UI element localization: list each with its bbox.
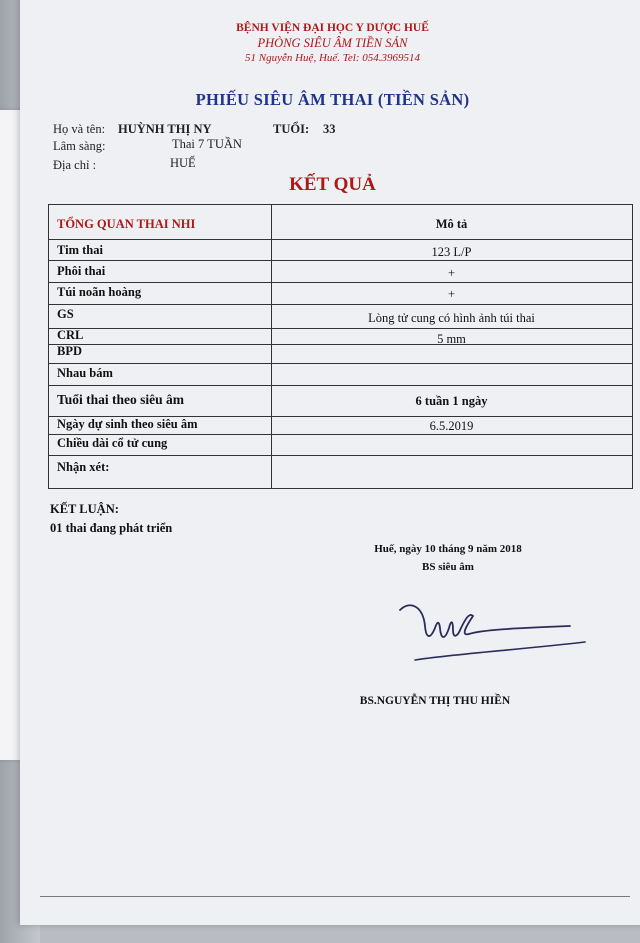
row-value: 123 L/P xyxy=(431,245,472,259)
row-value: 6 tuần 1 ngày xyxy=(415,394,488,408)
address-value: HUẾ xyxy=(170,156,196,170)
row-value: + xyxy=(447,287,456,301)
row-label: Chiều dài cổ tử cung xyxy=(57,436,168,450)
row-value: 5 mm xyxy=(437,332,466,346)
row-divider xyxy=(49,282,632,283)
row-value: 6.5.2019 xyxy=(429,419,474,433)
table-header-right: Mô tả xyxy=(435,217,468,231)
row-divider xyxy=(49,363,632,364)
row-divider xyxy=(49,385,632,386)
row-label: Túi noãn hoàng xyxy=(57,285,142,299)
table-header-left: TỔNG QUAN THAI NHI xyxy=(57,217,196,231)
clinical-label: Lâm sàng: xyxy=(53,139,106,153)
row-divider xyxy=(49,239,632,240)
row-label: CRL xyxy=(57,328,84,342)
row-divider xyxy=(49,434,632,435)
age-label: TUỔI: xyxy=(273,122,310,136)
conclusion-text: 01 thai đang phát triển xyxy=(50,521,173,535)
row-label: BPD xyxy=(57,344,82,358)
row-label: Nhận xét: xyxy=(57,460,110,474)
department-name: PHÒNG SIÊU ÂM TIỀN SẢN xyxy=(257,36,408,50)
ultrasound-report-paper xyxy=(20,0,640,925)
patient-age: 33 xyxy=(323,122,336,136)
report-date: Huế, ngày 10 tháng 9 năm 2018 xyxy=(374,543,522,555)
row-label: Nhau bám xyxy=(57,366,113,380)
row-label: Tim thai xyxy=(57,243,103,257)
fetal-overview-table xyxy=(48,204,633,489)
handwritten-signature xyxy=(395,598,595,668)
page-border-line xyxy=(40,896,630,897)
row-divider xyxy=(49,328,632,329)
row-label: Ngày dự sinh theo siêu âm xyxy=(57,417,198,431)
clinical-value: Thai 7 TUẦN xyxy=(172,137,242,151)
hospital-name: BỆNH VIỆN ĐẠI HỌC Y DƯỢC HUẾ xyxy=(236,22,429,34)
row-value: + xyxy=(447,266,456,280)
row-label: Phôi thai xyxy=(57,264,106,278)
name-label: Họ và tên: xyxy=(53,122,106,136)
row-value: Lòng tử cung có hình ảnh túi thai xyxy=(368,311,535,325)
address-label: Địa chỉ : xyxy=(53,158,97,172)
row-divider xyxy=(49,344,632,345)
result-heading: KẾT QUẢ xyxy=(289,174,376,195)
row-label: GS xyxy=(57,307,74,321)
row-divider xyxy=(49,260,632,261)
row-divider xyxy=(49,455,632,456)
doctor-role: BS siêu âm xyxy=(422,561,474,573)
doctor-name: BS.NGUYỄN THỊ THU HIỀN xyxy=(359,695,511,707)
conclusion-label: KẾT LUẬN: xyxy=(50,502,119,516)
row-label: Tuổi thai theo siêu âm xyxy=(57,392,185,407)
hospital-address: 51 Nguyễn Huệ, Huế. Tel: 054.3969514 xyxy=(245,52,420,64)
row-divider xyxy=(49,304,632,305)
patient-name: HUỲNH THỊ NY xyxy=(118,122,212,136)
report-title: PHIẾU SIÊU ÂM THAI (TIỀN SẢN) xyxy=(195,90,470,109)
